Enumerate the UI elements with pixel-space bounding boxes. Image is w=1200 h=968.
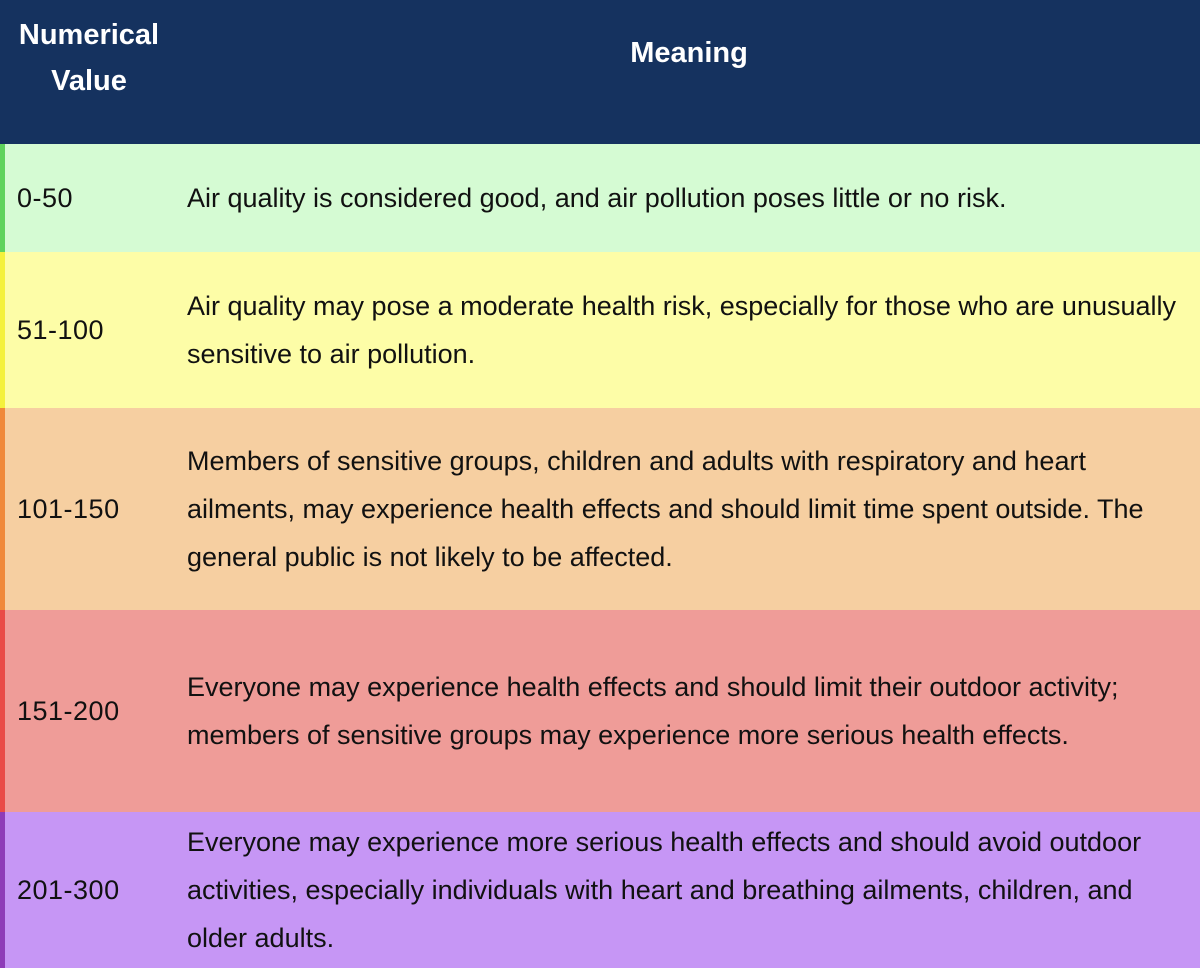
header-meaning: Meaning [630, 37, 748, 69]
row-color-indicator [0, 144, 5, 252]
table-row [0, 610, 1200, 812]
row-value: 51-100 [17, 314, 105, 345]
table-row [0, 252, 1200, 408]
row-color-indicator [0, 610, 5, 812]
row-meaning: Air quality may pose a moderate health risk, especially for those who are unusually sensitive to air pollution. [187, 291, 1177, 369]
table-header [0, 0, 1200, 144]
table-row [0, 144, 1200, 252]
table-row [0, 812, 1200, 968]
row-value: 0-50 [17, 182, 74, 213]
row-meaning: Everyone may experience more serious health effects and should avoid outdoor activities, especially individuals with heart and breathing ailments, children, and older adults. [187, 827, 1142, 953]
row-value: 201-300 [17, 874, 120, 905]
row-color-indicator [0, 408, 5, 610]
row-meaning: Air quality is considered good, and air pollution poses little or no risk. [187, 183, 1007, 213]
row-color-indicator [0, 252, 5, 408]
row-value: 101-150 [17, 493, 120, 524]
row-color-indicator [0, 812, 5, 968]
row-meaning: Members of sensitive groups, children and adults with respiratory and heart ailments, may experience health effects and should limit time spent outside. The general public is not likely to be affected. [187, 446, 1144, 572]
table-row [0, 408, 1200, 610]
row-value: 151-200 [17, 695, 120, 726]
row-meaning: Everyone may experience health effects and should limit their outdoor activity; members of sensitive groups may experience more serious health effects. [187, 672, 1119, 750]
header-numerical-value: Numerical Value [18, 19, 160, 97]
